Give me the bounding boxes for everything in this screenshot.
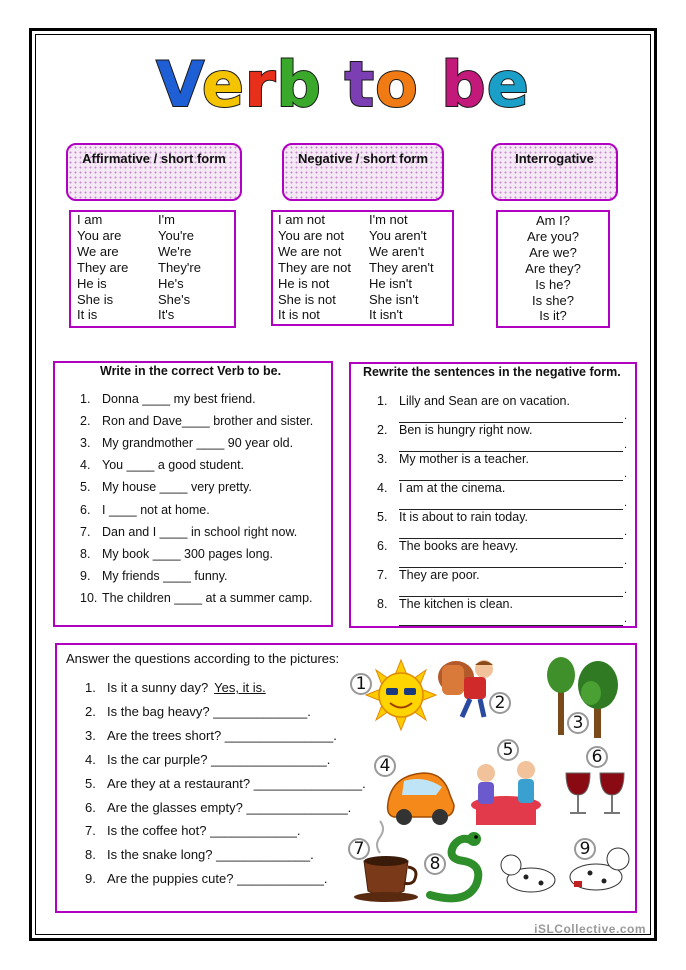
negative-header: Negative / short form	[297, 151, 429, 166]
title-letter	[419, 48, 442, 121]
item-sentence[interactable]: Dan and I ____ in school right now.	[102, 524, 298, 539]
picture-number-badge: 4	[374, 755, 396, 777]
item-number: 9.	[80, 568, 91, 583]
exercise-3-item	[85, 776, 366, 791]
item-sentence[interactable]: My house ____ very pretty.	[102, 480, 252, 495]
item-sentence[interactable]: I ____ not at home.	[102, 502, 210, 517]
picture-number-badge: 1	[350, 673, 372, 695]
item-sentence[interactable]: The children ____ at a summer camp.	[102, 590, 313, 605]
item-sentence[interactable]: My grandmother ____ 90 year old.	[102, 436, 294, 451]
exercise-2-item	[377, 510, 528, 524]
item-number: 2.	[85, 703, 96, 719]
exercise-3-item	[85, 704, 311, 719]
item-number: 8.	[377, 597, 388, 611]
item-number: 3.	[80, 436, 91, 451]
affirmative-long-form: You are	[77, 227, 122, 243]
interrogative-form: Am I?	[536, 213, 570, 228]
item-number: 6.	[377, 539, 388, 553]
picture-number-badge: 8	[424, 853, 446, 875]
exercise-1-title: Write in the correct Verb to be.	[100, 364, 282, 378]
item-sentence: My mother is a teacher.	[399, 452, 529, 466]
item-sentence[interactable]: You ____ a good student.	[102, 458, 245, 473]
negative-long-form: They are not	[278, 259, 351, 275]
item-question[interactable]: Is the snake long? _____________.	[107, 847, 314, 863]
item-sentence: The books are heavy.	[399, 539, 519, 553]
item-number: 10.	[80, 590, 98, 605]
exercise-1-item	[80, 436, 293, 450]
exercise-3-item	[85, 871, 327, 886]
hot-coffee-cup-illustration	[354, 821, 418, 902]
exercise-3-title: Answer the questions according to the pictures:	[66, 651, 340, 666]
item-number: 3.	[377, 452, 388, 466]
exercise-1-item	[80, 503, 210, 517]
exercise-3-item	[85, 847, 314, 862]
affirmative-header-box	[66, 143, 242, 201]
negative-long-form: He is not	[278, 275, 330, 291]
item-number: 4.	[80, 458, 91, 473]
interrogative-header: Interrogative	[515, 151, 594, 166]
interrogative-form: Is it?	[539, 308, 567, 324]
example-answer: Yes, it is.	[214, 680, 266, 695]
affirmative-short-form: You're	[158, 227, 194, 243]
line-end-period: .	[624, 613, 628, 625]
line-end-period: .	[624, 497, 628, 509]
affirmative-long-form: They are	[77, 259, 129, 275]
affirmative-short-form: I'm	[158, 212, 175, 227]
interrogative-form: Are we?	[529, 244, 577, 260]
exercise-2-item	[377, 394, 570, 408]
negative-short-form: We aren't	[369, 243, 424, 259]
item-sentence[interactable]: My friends ____ funny.	[102, 568, 228, 583]
negative-header-box	[282, 143, 444, 201]
item-number: 7.	[80, 524, 91, 539]
footer-brand: iSLCollective.com	[534, 922, 646, 936]
exercise-1-item	[80, 591, 313, 605]
exercise-2-item	[377, 597, 513, 611]
negative-short-form: I'm not	[369, 212, 408, 227]
item-number: 6.	[85, 799, 96, 815]
item-question[interactable]: Is the coffee hot? ____________.	[107, 823, 301, 839]
affirmative-long-form: He is	[77, 275, 107, 291]
item-number: 8.	[85, 847, 96, 863]
title-letter: b	[276, 48, 322, 121]
item-question[interactable]: Are they at a restaurant? _______________.	[107, 775, 366, 791]
line-end-period: .	[624, 468, 628, 480]
answer-line[interactable]	[399, 625, 623, 626]
title-letter: o	[375, 48, 419, 121]
exercise-1-item	[80, 547, 273, 561]
negative-short-form: It isn't	[369, 307, 403, 323]
title-letter: t	[344, 48, 376, 121]
item-number: 3.	[85, 727, 96, 743]
exercise-1-item	[80, 392, 256, 406]
picture-number-badge: 6	[586, 746, 608, 768]
picture-number-badge: 9	[574, 838, 596, 860]
line-end-period: .	[624, 584, 628, 596]
item-question[interactable]: Is the bag heavy? _____________.	[107, 703, 311, 719]
item-sentence: Ben is hungry right now.	[399, 423, 533, 437]
item-question[interactable]: Are the glasses empty? ______________.	[107, 799, 352, 815]
title-letter: e	[486, 48, 530, 121]
item-number: 5.	[377, 510, 388, 524]
item-number: 9.	[85, 871, 96, 887]
exercise-2-title: Rewrite the sentences in the negative form.	[363, 365, 621, 379]
exercise-3-item	[85, 728, 337, 743]
orange-car-illustration	[388, 773, 454, 825]
line-end-period: .	[624, 526, 628, 538]
interrogative-form: Are they?	[525, 260, 581, 276]
affirmative-long-form: We are	[77, 243, 119, 259]
negative-long-form: It is not	[278, 307, 320, 323]
exercise-3-item	[85, 752, 330, 767]
exercise-3-item	[85, 823, 300, 838]
exercise-1-item	[80, 480, 252, 494]
exercise-2-item	[377, 423, 532, 437]
item-sentence: Lilly and Sean are on vacation.	[399, 394, 570, 408]
line-end-period: .	[624, 439, 628, 451]
negative-long-form: She is not	[278, 291, 336, 307]
affirmative-short-form: She's	[158, 291, 191, 307]
interrogative-form: Is she?	[532, 292, 574, 308]
affirmative-short-form: They're	[158, 259, 201, 275]
interrogative-form: Is he?	[535, 276, 571, 292]
exercise-3-item	[85, 680, 266, 695]
exercise-2-item	[377, 481, 505, 495]
picture-number-badge: 2	[489, 692, 511, 714]
item-question[interactable]: Are the trees short? _______________.	[107, 727, 337, 743]
wine-glasses-illustration	[566, 773, 624, 813]
picture-number-badge: 3	[567, 712, 589, 734]
affirmative-long-form: I am	[77, 212, 103, 227]
title-letter: e	[201, 48, 245, 121]
exercise-1-item	[80, 458, 244, 472]
affirmative-short-form: We're	[158, 243, 192, 259]
line-end-period: .	[624, 410, 628, 422]
picture-number-badge: 7	[348, 838, 370, 860]
title-letter: V	[156, 48, 202, 121]
item-number: 7.	[85, 823, 96, 839]
interrogative-header-box	[491, 143, 618, 201]
exercise-2-item	[377, 568, 480, 582]
exercise-2-item	[377, 539, 518, 553]
affirmative-short-form: He's	[158, 275, 184, 291]
item-number: 8.	[80, 546, 91, 561]
negative-long-form: I am not	[278, 212, 325, 227]
item-question[interactable]: Is it a sunny day?	[107, 680, 209, 695]
negative-long-form: We are not	[278, 243, 342, 259]
item-sentence[interactable]: Donna ____ my best friend.	[102, 392, 256, 406]
negative-short-form: You aren't	[369, 227, 427, 243]
item-sentence: They are poor.	[399, 568, 480, 582]
boy-with-heavy-bag-illustration	[438, 660, 493, 717]
item-sentence: The kitchen is clean.	[399, 597, 513, 611]
item-question[interactable]: Are the puppies cute? ____________.	[107, 871, 328, 887]
item-number: 5.	[80, 480, 91, 495]
title-letter: r	[244, 48, 277, 121]
puppies-illustration	[501, 848, 629, 892]
item-number: 1.	[80, 392, 91, 406]
title-letter	[322, 48, 345, 121]
item-sentence: It is about to rain today.	[399, 510, 529, 524]
affirmative-long-form: She is	[77, 291, 114, 307]
item-number: 1.	[85, 680, 96, 695]
item-number: 4.	[377, 481, 388, 495]
exercise-1-item	[80, 414, 313, 428]
title-letter: b	[441, 48, 487, 121]
exercise-1-item	[80, 569, 228, 583]
exercise-2-item	[377, 452, 529, 466]
exercise-3-item	[85, 800, 351, 815]
item-number: 1.	[377, 394, 388, 408]
negative-short-form: He isn't	[369, 275, 412, 291]
exercise-1-item	[80, 525, 297, 539]
affirmative-short-form: It's	[158, 307, 175, 323]
negative-long-form: You are not	[278, 227, 345, 243]
item-number: 5.	[85, 775, 96, 791]
item-question[interactable]: Is the car purple? ________________.	[107, 751, 331, 767]
negative-short-form: She isn't	[369, 291, 419, 307]
interrogative-form: Are you?	[526, 228, 580, 244]
affirmative-header: Affirmative / short form	[82, 151, 226, 166]
item-number: 6.	[80, 502, 91, 517]
item-sentence[interactable]: My book ____ 300 pages long.	[102, 546, 273, 561]
picture-number-badge: 5	[497, 739, 519, 761]
affirmative-long-form: It is	[77, 307, 98, 323]
item-number: 2.	[80, 414, 91, 429]
worksheet-title	[0, 50, 686, 120]
restaurant-couple-illustration	[471, 761, 541, 825]
item-sentence[interactable]: Ron and Dave____ brother and sister.	[102, 414, 314, 429]
item-number: 4.	[85, 751, 96, 767]
sun-illustration	[366, 660, 436, 730]
negative-short-form: They aren't	[369, 259, 434, 275]
item-sentence: I am at the cinema.	[399, 481, 506, 495]
line-end-period: .	[624, 555, 628, 567]
item-number: 7.	[377, 568, 388, 582]
item-number: 2.	[377, 423, 388, 437]
